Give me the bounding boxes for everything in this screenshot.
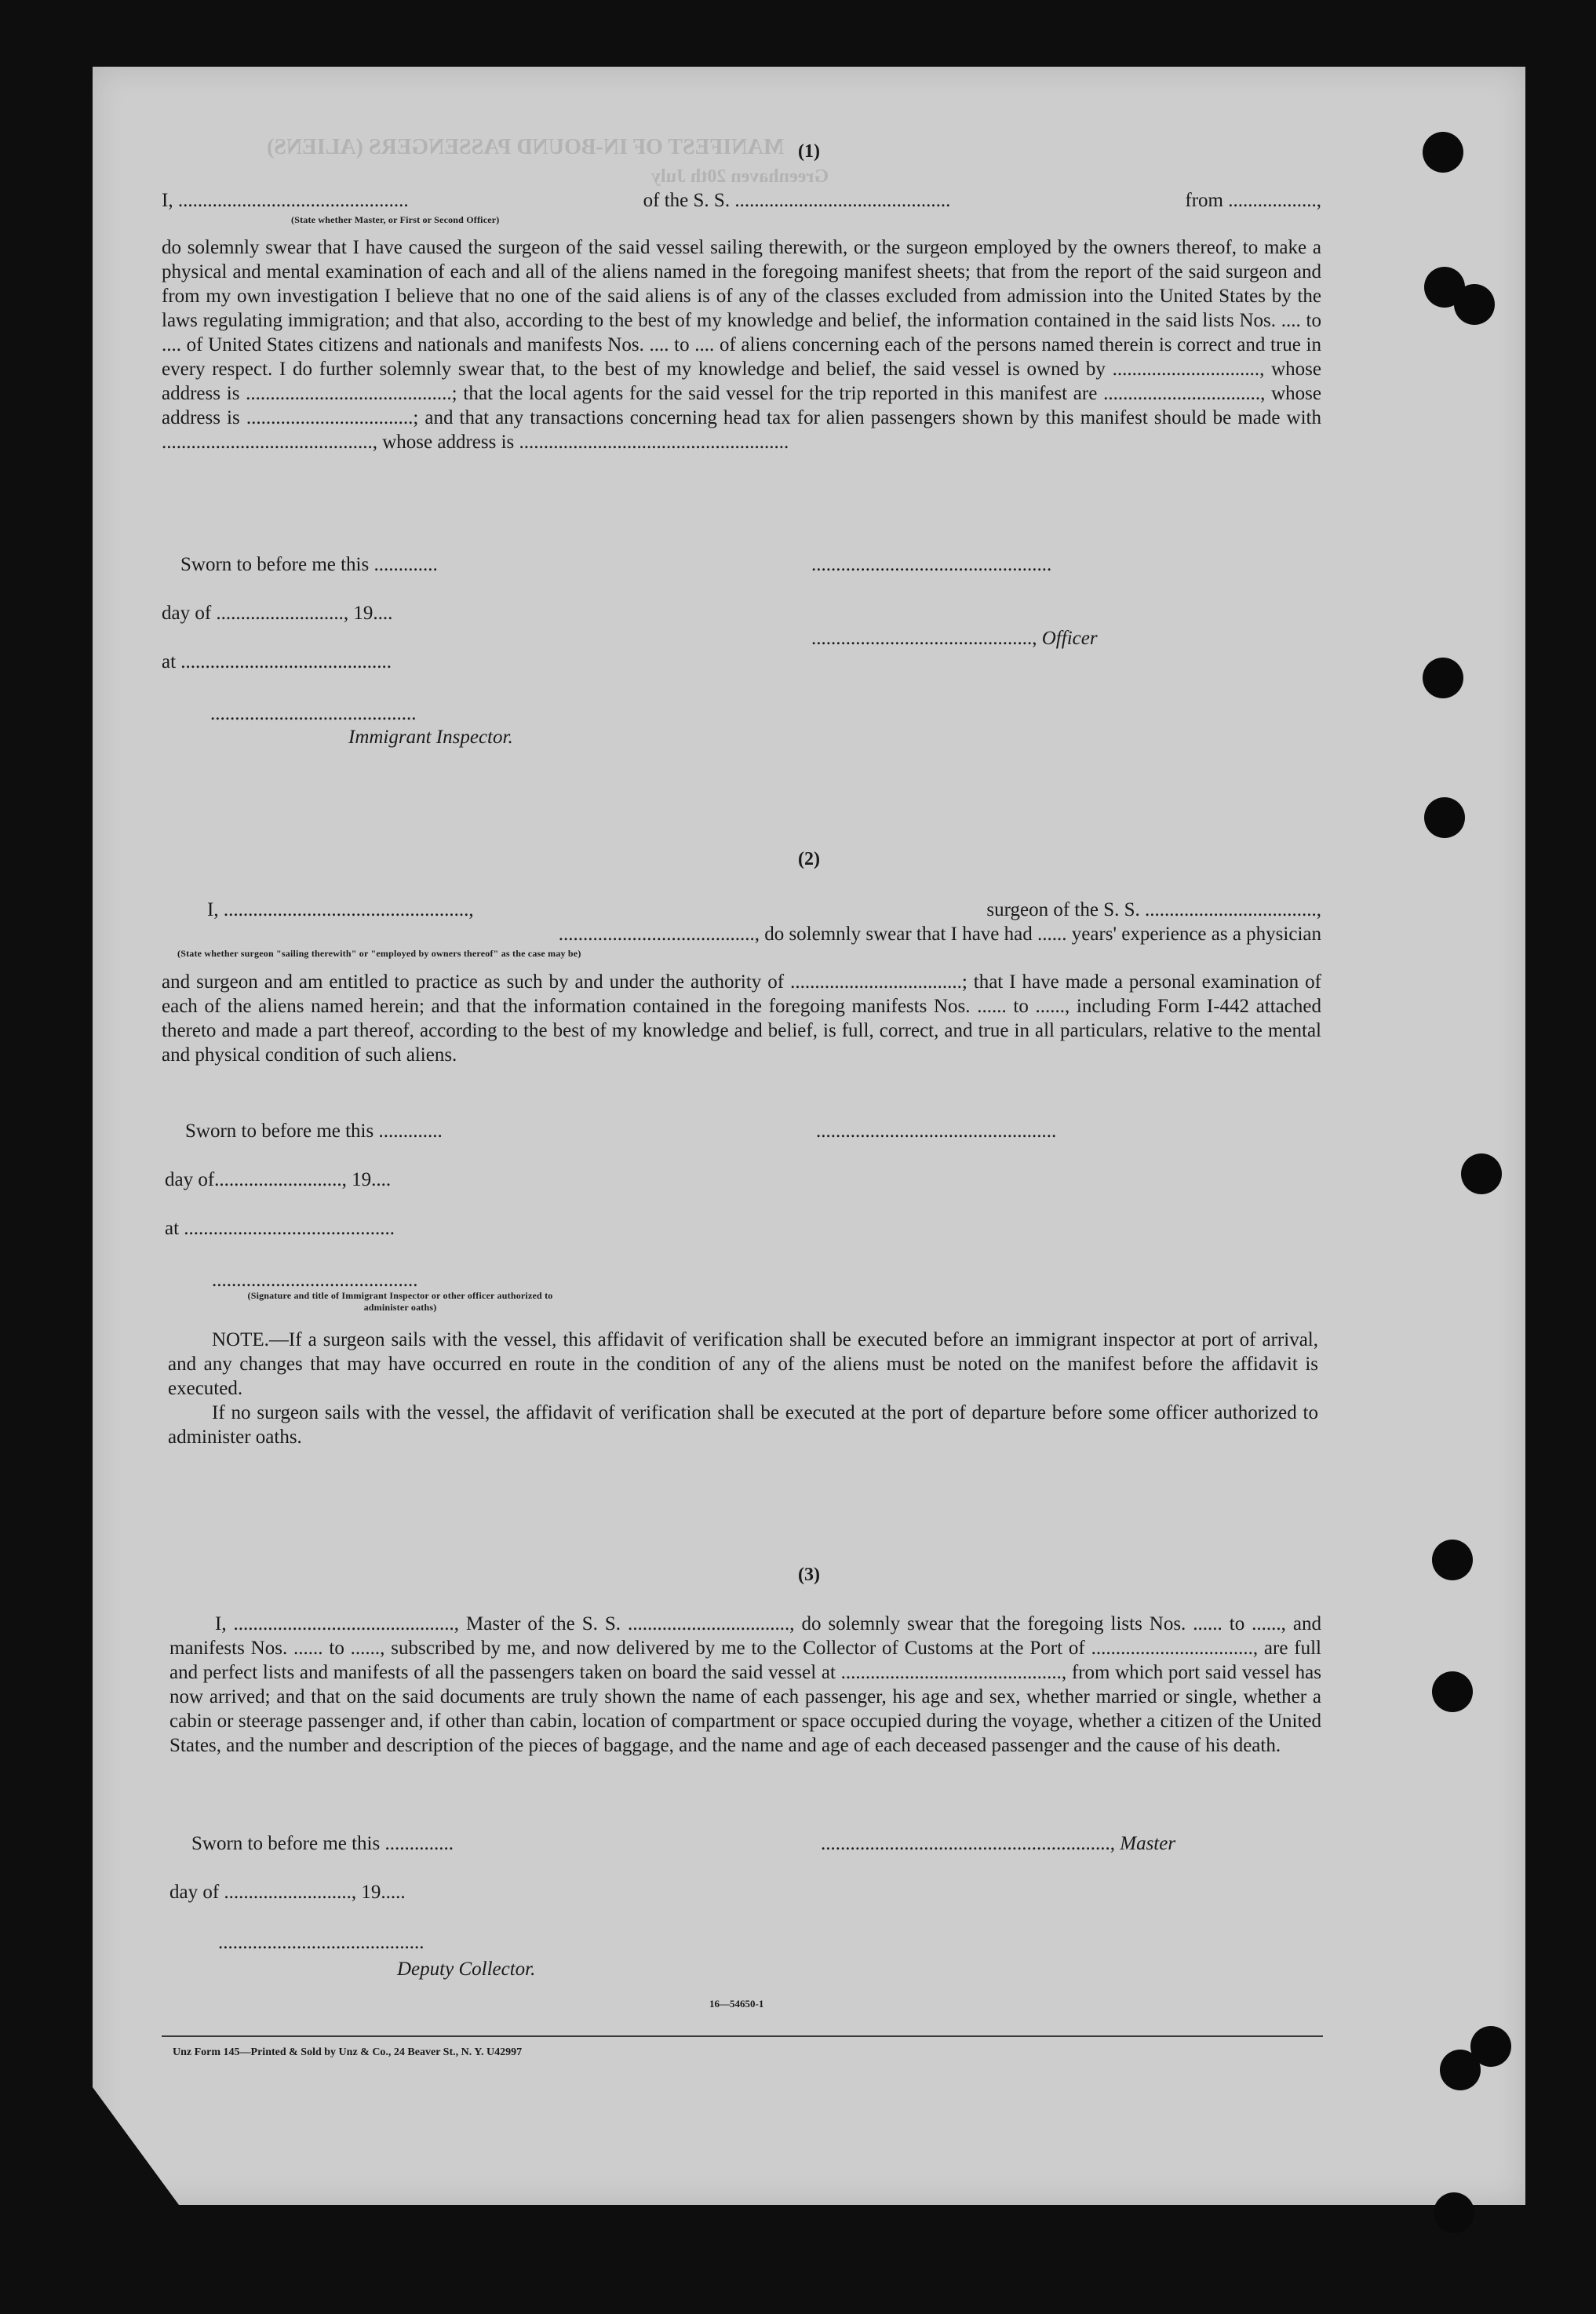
section-2-notes xyxy=(168,1328,1318,1449)
binder-hole xyxy=(1424,797,1465,838)
note-text-1: —If a surgeon sails with the vessel, this affidavit of verification shall be executed before an immigrant inspector at port of arrival, and any changes that may have occurred en route in the condition of any of the aliens must be noted on the manifest before the affidavit is executed. xyxy=(168,1329,1318,1399)
footer-rule xyxy=(162,2035,1323,2037)
binder-hole xyxy=(1434,2192,1474,2233)
at-line-2: at ........................................... xyxy=(165,1218,395,1239)
officer-signature-line-a[interactable]: ................................................. xyxy=(811,554,1052,575)
vessel-name-blank[interactable]: of the S. S. ............................................ xyxy=(643,190,951,211)
torn-corner xyxy=(93,2087,179,2205)
section-1-number: (1) xyxy=(798,141,820,162)
section-2-surgeon-line xyxy=(162,898,1321,966)
section-2-oath-text: and surgeon and am entitled to practice as such by and under the authority of ...................................; that I have made a personal examination of each of the aliens named herein; and that the information contained in the foregoing manifests Nos. ...... to ......, including Form I-442 attached thereto and made a part thereof, according to the best of my knowledge and belief, is full, correct, and true in all particulars, relative to the mental and physical condition of such aliens. xyxy=(162,971,1321,1066)
note-paragraph-1 xyxy=(168,1328,1318,1401)
printer-imprint: Unz Form 145—Printed & Sold by Unz & Co., 24 Beaver St., N. Y. U42997 xyxy=(173,2046,523,2058)
from-port-blank[interactable]: from .................., xyxy=(1185,190,1321,211)
binder-hole xyxy=(1432,1671,1473,1712)
surgeon-name-blank[interactable]: I, .................................................., xyxy=(207,899,474,920)
inspector-signature-line[interactable]: .......................................... xyxy=(210,703,417,724)
binder-hole xyxy=(1423,658,1463,698)
surgeon-status-note: (State whether surgeon "sailing therewith" or "employed by owners thereof" as the case may be) xyxy=(177,948,581,959)
officer-rank-note: (State whether Master, or First or Second Officer) xyxy=(291,214,500,225)
sworn-line-1: Sworn to before me this ............. xyxy=(180,554,438,575)
master-dots: ..........................................................., xyxy=(821,1833,1115,1854)
oath-officer-blank[interactable]: I, ............................................... xyxy=(162,190,409,211)
section-3-number: (3) xyxy=(798,1565,820,1585)
section-1-body xyxy=(162,235,1321,454)
at-line-1: at ........................................... xyxy=(162,651,392,672)
surgeon-signature-line[interactable]: ................................................. xyxy=(816,1121,1057,1142)
surgeon-vessel-blank[interactable]: surgeon of the S. S. ..................................., xyxy=(986,899,1321,920)
day-of-line-2: day of.........................., 19.... xyxy=(165,1169,392,1190)
officer-dots: ............................................., xyxy=(811,628,1037,649)
administering-officer-signature-line[interactable]: .......................................... xyxy=(212,1270,418,1291)
binder-hole xyxy=(1461,1153,1502,1194)
bleed-through-text: MANIFEST OF IN-BOUND PASSENGERS (ALIENS) xyxy=(267,135,785,159)
master-label: Master xyxy=(1120,1833,1176,1854)
immigrant-inspector-label: Immigrant Inspector. xyxy=(348,727,513,748)
binder-hole xyxy=(1454,284,1495,325)
note-paragraph-2: If no surgeon sails with the vessel, the affidavit of verification shall be executed at the port of departure before some officer authorized to administer oaths. xyxy=(168,1402,1318,1448)
binder-hole xyxy=(1440,2050,1481,2090)
bleed-through-text: Greenhaven 20th July xyxy=(651,166,829,187)
collector-signature-line[interactable]: .......................................... xyxy=(218,1932,425,1953)
deputy-collector-label: Deputy Collector. xyxy=(397,1959,536,1980)
section-1-oath-text: do solemnly swear that I have caused the surgeon of the said vessel sailing therewith, or the surgeon employed by the owners thereof, to make a physical and mental examination of each and all of the aliens named in the foregoing manifest sheets; that from the report of the said surgeon and from my own investigation I believe that no one of the said aliens is of any of the classes excluded from admission into the United States by the laws regulating immigration; and that also, according to the best of my knowledge and belief, the information contained in the said lists Nos. .... to .... of United States citizens and nationals and manifests Nos. .... to .... of aliens concerning each of the persons named therein is correct and true in every respect. I do further solemnly swear that, to the best of my knowledge and belief, the said vessel is owned by .............................., whose address is ..........................................; that the local agents for the said vessel for the trip reported in this manifest are ................................, whose address is ..................................; and that any transactions concerning head tax for alien passengers shown by this manifest should be made with ..........................................., whose address is ....................................................... xyxy=(162,237,1321,453)
surgeon-experience-line: ........................................, do solemnly swear that I have had ...... years' experience as a physician xyxy=(558,924,1321,945)
sworn-line-3: Sworn to before me this .............. xyxy=(191,1833,454,1854)
form-number: 16—54650-1 xyxy=(709,1998,764,2010)
signature-title-note: (Signature and title of Immigrant Inspector or other officer authorized to administer oaths) xyxy=(247,1290,553,1313)
section-1-oath-line xyxy=(162,188,1321,232)
sworn-line-2: Sworn to before me this ............. xyxy=(185,1121,443,1142)
section-2-number: (2) xyxy=(798,849,820,869)
master-signature-line[interactable] xyxy=(821,1833,1175,1855)
officer-label: Officer xyxy=(1041,628,1098,649)
section-3-body xyxy=(169,1612,1321,1758)
note-label: NOTE. xyxy=(212,1329,269,1350)
day-of-line-1: day of .........................., 19.... xyxy=(162,603,393,624)
officer-signature-line-b[interactable] xyxy=(811,628,1098,650)
section-2-body xyxy=(162,970,1321,1067)
section-3-oath-text: I, ............................................., Master of the S. S. ................................., do solemnly swear that the foregoing lists Nos. ...... to ......, and manifests Nos. ...... to ......, subscribed by me, and now delivered by me to the Collector of Customs at the Port of ................................., are full and perfect lists and manifests of all the passengers taken on board the said vessel at ............................................., from which port said vessel has now arrived; and that on the said documents are truly shown the name of each passenger, his age and sex, whether married or single, whether a cabin or steerage passenger and, if other than cabin, location of compartment or space occupied during the voyage, whether a citizen of the United States, and the number and description of the pieces of baggage, and the name and age of each deceased passenger and the cause of his death. xyxy=(169,1613,1321,1756)
day-of-line-3: day of .........................., 19..... xyxy=(169,1882,406,1903)
